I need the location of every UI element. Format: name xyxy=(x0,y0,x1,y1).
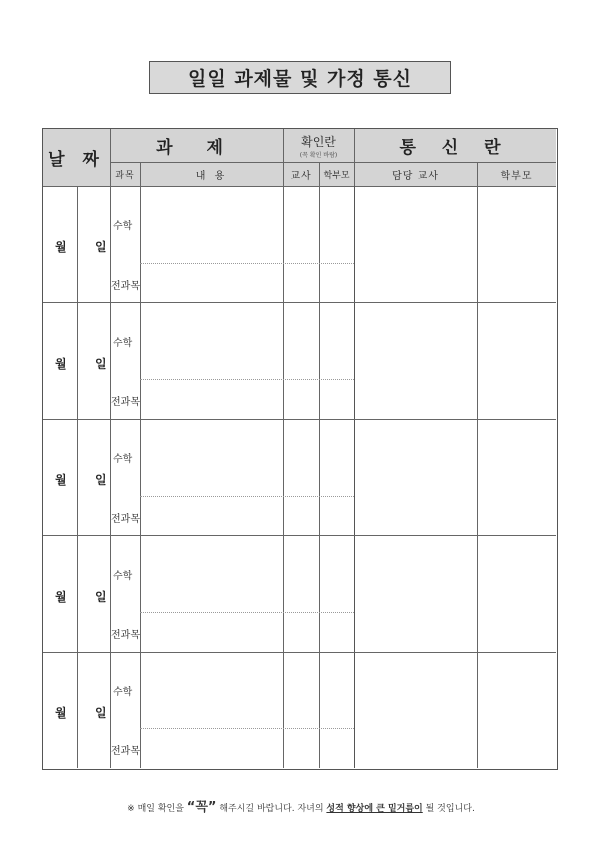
header-parent-label: 학부모 xyxy=(323,170,350,181)
header-communication-label: 통 신 란 xyxy=(399,138,511,158)
homework-table xyxy=(42,128,558,770)
teacher-comment-field[interactable] xyxy=(354,186,477,302)
footer-prefix: ※ 매일 확인을 xyxy=(127,804,184,814)
parent-check-field[interactable] xyxy=(319,535,354,651)
header-communication xyxy=(354,129,556,162)
header-confirm-note: (꼭 확인 바람) xyxy=(299,151,338,159)
header-confirm-label: 확인란 xyxy=(301,134,336,149)
teacher-comment-field[interactable] xyxy=(354,652,477,768)
subject-math-label: 수학 xyxy=(113,454,133,466)
header-date xyxy=(43,129,110,186)
date-month-label: 월 xyxy=(55,589,67,604)
date-day-label: 일 xyxy=(95,240,107,255)
header-content xyxy=(140,162,283,186)
parent-check-field[interactable] xyxy=(319,302,354,418)
header-teacher xyxy=(283,162,319,186)
date-day-label: 일 xyxy=(95,356,107,371)
subject-all-label: 전과목 xyxy=(111,746,140,758)
parent-comment-field[interactable] xyxy=(477,302,556,418)
date-month-label: 월 xyxy=(55,240,67,255)
content-field[interactable] xyxy=(140,186,283,302)
subject-math-label: 수학 xyxy=(113,337,133,349)
header-teacher-label: 교사 xyxy=(290,170,312,182)
teacher-check-field[interactable] xyxy=(283,652,319,768)
footer-note xyxy=(0,796,602,815)
subject-math-label: 수학 xyxy=(113,221,133,233)
header-homeroom-teacher-label: 담당 교사 xyxy=(392,170,439,182)
date-month-label: 월 xyxy=(55,356,67,371)
header-date-label: 날 짜 xyxy=(48,150,105,170)
teacher-comment-field[interactable] xyxy=(354,302,477,418)
header-parent-comm xyxy=(477,162,556,186)
date-month-label: 월 xyxy=(55,473,67,488)
content-field[interactable] xyxy=(140,419,283,535)
teacher-check-field[interactable] xyxy=(283,419,319,535)
teacher-check-field[interactable] xyxy=(283,535,319,651)
footer-middle: 해주시길 바랍니다. 자녀의 xyxy=(219,804,324,814)
parent-check-field[interactable] xyxy=(319,186,354,302)
parent-check-field[interactable] xyxy=(319,419,354,535)
page-title: 일일 과제물 및 가정 통신 xyxy=(149,61,451,94)
parent-check-field[interactable] xyxy=(319,652,354,768)
footer-quote: “꼭” xyxy=(186,800,217,815)
header-content-label: 내 용 xyxy=(195,170,228,182)
header-homeroom-teacher xyxy=(354,162,477,186)
teacher-comment-field[interactable] xyxy=(354,535,477,651)
header-task xyxy=(110,129,283,162)
parent-comment-field[interactable] xyxy=(477,535,556,651)
subject-all-label: 전과목 xyxy=(111,629,140,641)
subject-all-label: 전과목 xyxy=(111,280,140,292)
date-month-label: 월 xyxy=(55,705,67,720)
teacher-check-field[interactable] xyxy=(283,186,319,302)
content-field[interactable] xyxy=(140,302,283,418)
date-day-label: 일 xyxy=(95,705,107,720)
subject-math-label: 수학 xyxy=(113,570,133,582)
content-field[interactable] xyxy=(140,535,283,651)
date-day-label: 일 xyxy=(95,589,107,604)
teacher-check-field[interactable] xyxy=(283,302,319,418)
parent-comment-field[interactable] xyxy=(477,419,556,535)
header-task-label: 과 제 xyxy=(156,138,237,158)
header-parent xyxy=(319,162,354,186)
footer-suffix: 될 것입니다. xyxy=(425,804,475,814)
teacher-comment-field[interactable] xyxy=(354,419,477,535)
footer-emphasis: 성적 향상에 큰 밑거름이 xyxy=(326,804,423,814)
content-field[interactable] xyxy=(140,652,283,768)
parent-comment-field[interactable] xyxy=(477,186,556,302)
header-confirm xyxy=(283,129,354,162)
subject-math-label: 수학 xyxy=(113,687,133,699)
subject-all-label: 전과목 xyxy=(111,513,140,525)
subject-all-label: 전과목 xyxy=(111,397,140,409)
parent-comment-field[interactable] xyxy=(477,652,556,768)
header-parent-comm-label: 학부모 xyxy=(500,170,533,182)
date-day-label: 일 xyxy=(95,473,107,488)
header-subject-label: 과목 xyxy=(115,170,135,181)
header-subject xyxy=(110,162,140,186)
